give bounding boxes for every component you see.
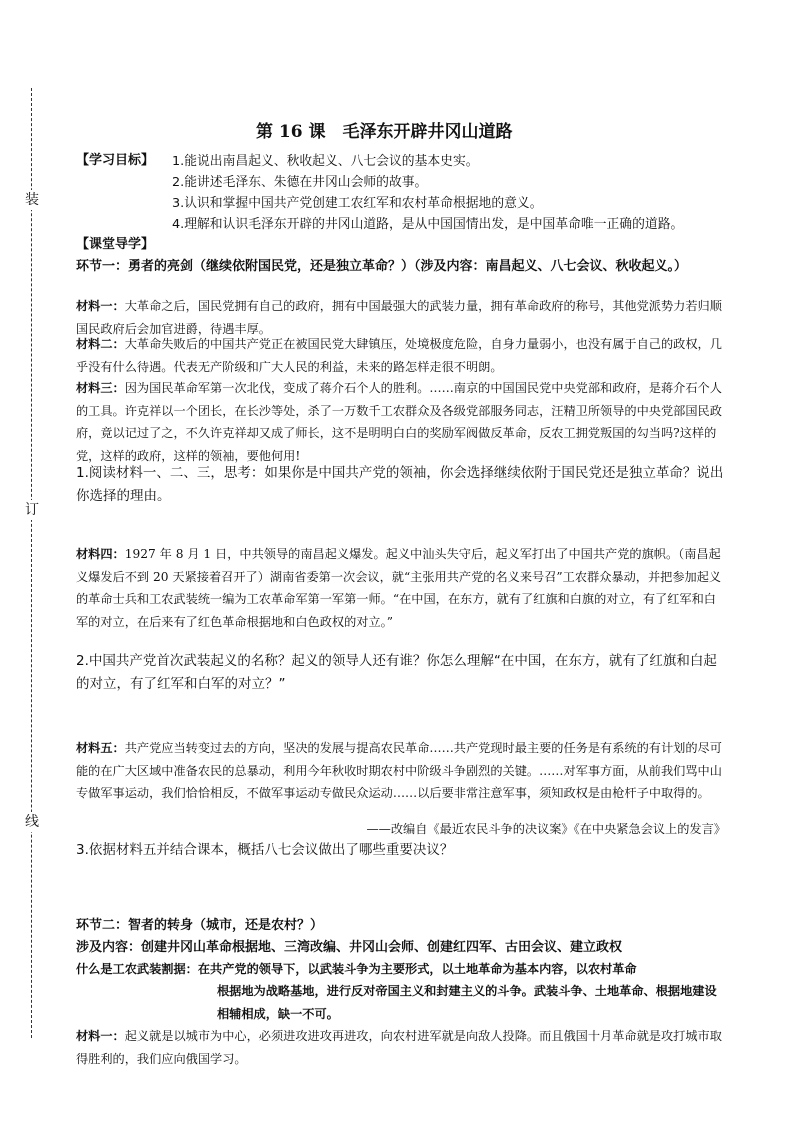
material-label: 材料二： — [76, 337, 125, 351]
definition-continuation: 根据地为战略基地，进行反对帝国主义和封建主义的斗争。武装斗争、土地革命、根据地建设相辅相成，缺一不可。 — [217, 984, 717, 1021]
material-5-source: ——改编自《最近农民斗争的决议案》《在中央紧急会议上的发言》 — [366, 822, 726, 836]
material-5 — [76, 737, 726, 805]
material-label: 材料四： — [76, 547, 125, 561]
goals-heading: 【学习目标】 — [76, 153, 155, 168]
material-label: 材料三： — [76, 381, 125, 395]
binding-char-ding: 订 — [25, 502, 39, 518]
section2-heading: 环节二：智者的转身（城市，还是农村？） — [76, 918, 324, 933]
goal-item: 3.认识和掌握中国共产党创建工农红军和农村革命根据地的意义。 — [172, 196, 543, 211]
material-text: 起义就是以城市为中心，必须进攻进攻再进攻，向农村进军就是向敌人投降。而且俄国十月革命就是攻打城市取得胜利的，我们应向俄国学习。 — [76, 1029, 722, 1066]
material-4 — [76, 543, 726, 633]
material-text: 大革命失败后的中国共产党正在被国民党大肆镇压，处境极度危险，自身力量弱小，也没有属于自己的政权，几乎没有什么待遇。代表无产阶级和广大人民的利益，未来的路怎样走很不明朗。 — [76, 337, 722, 374]
material-label: 材料五： — [76, 741, 125, 755]
material-text: 因为国民革命军第一次北伐，变成了蒋介石个人的胜利。……南京的中国国民党中央党部和政府，是蒋介石个人的工具。许克祥以一个团长，在长沙等处，杀了一万数千工农群众及各级党部服务同志，汪精卫所领导的中央党部国民政府，竟以记过了之，不久许克祥却又成了师长，这不是明明白白的奖励军阀做反革命，反农工拥党叛国的勾当吗?这样的党，这样的政府，这样的领袖，要他何用! — [76, 381, 722, 463]
binding-line — [31, 88, 32, 1038]
definition-text: 在共产党的领导下，以武装斗争为主要形式，以土地革命为基本内容，以农村革命 — [197, 962, 637, 976]
material-text: 1927 年 8 月 1 日，中共领导的南昌起义爆发。起义中汕头失守后，起义军打出了中国共产党的旗帜。（南昌起义爆发后不到 20 天紧接着召开了）湖南省委第一次会议，就“主张用共产党的名义来号召”工农群众暴动，并把参加起义的革命士兵和工农武装统一编为工农革命军第一军第一师。“在中国，在东方，就有了红旗和白旗的对立，有了红军和白军的对立，在后来有了红色革命根据地和白色政权的对立。” — [76, 547, 722, 629]
question-3: 3.依据材料五并结合课本，概括八七会议做出了哪些重要决议？ — [76, 842, 454, 858]
guide-heading: 【课堂导学】 — [76, 237, 155, 252]
binding-char-xian: 线 — [25, 814, 39, 830]
question-2: 2.中国共产党首次武装起义的名称？起义的领导人还有谁？你怎么理解“在中国，在东方，就有了红旗和白起的对立，有了红军和白军的对立？” — [76, 653, 717, 692]
material-text: 共产党应当转变过去的方向，坚决的发展与提高农民革命……共产党现时最主要的任务是有系统的有计划的尽可能的在广大区域中准备农民的总暴动，利用今年秋收时期农村中阶级斗争剧烈的关键。……对军事方面，从前我们骂中山专做军事运动，我们恰恰相反，不做军事运动专做民众运动……以后要非常注意军事，须知政权是由枪杆子中取得的。 — [76, 741, 722, 800]
material-label: 材料一： — [76, 299, 125, 313]
section2-material-1 — [76, 1025, 726, 1070]
material-text: 大革命之后，国民党拥有自己的政府，拥有中国最强大的武装力量，拥有革命政府的称号，其他党派势力若归顺国民政府后会加官进爵，待遇丰厚。 — [76, 299, 722, 336]
goal-item: 1.能说出南昌起义、秋收起义、八七会议的基本史实。 — [172, 154, 479, 169]
goal-item: 2.能讲述毛泽东、朱德在井冈山会师的故事。 — [172, 175, 428, 190]
question-1: 1.阅读材料一、二、三，思考：如果你是中国共产党的领袖，你会选择继续依附于国民党还是独立革命？说出你选择的理由。 — [76, 465, 724, 504]
material-label: 材料一： — [76, 1029, 125, 1043]
lesson-title: 第 16 课 毛泽东开辟井冈山道路 — [256, 122, 513, 142]
section2-content: 涉及内容：创建井冈山革命根据地、三湾改编、井冈山会师、创建红四军、古田会议、建立政权 — [76, 940, 623, 955]
definition-label: 什么是工农武装割据： — [76, 962, 198, 976]
material-2 — [76, 333, 726, 378]
binding-char-zhuang: 装 — [25, 192, 39, 208]
section1-heading: 环节一：勇者的亮剑（继续依附国民党，还是独立革命？）（涉及内容：南昌起义、八七会议、秋收起义。） — [76, 259, 688, 274]
material-3 — [76, 377, 726, 467]
definition-line-1 — [76, 958, 726, 981]
goal-item: 4.理解和认识毛泽东开辟的井冈山道路，是从中国国情出发，是中国革命唯一正确的道路。 — [172, 217, 684, 232]
